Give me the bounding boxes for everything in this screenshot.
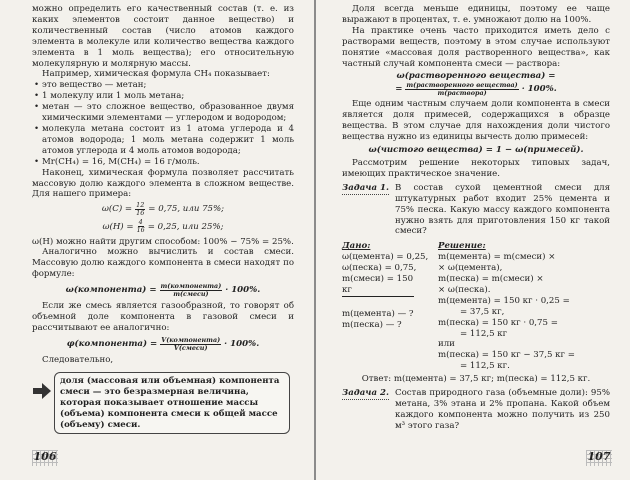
list-item: • молекула метана состоит из 1 атома углерода и 4 атомов водорода; 1 моль метана содержит 1 моль атомов углерода и 4 моль атомов водорода; [32,124,294,157]
formula-rhs: = 0,75, или 75%; [148,204,225,215]
paragraph: Еще одним частным случаем доли компонента в смеси является доля примесей, содержащихся в образце вещества. В этом случае для нахождения доли чистого вещества нужно из единицы вычесть долю примесей: [342,99,610,143]
list-item: • Mr(CH₄) = 16, M(CH₄) = 16 г/моль. [32,157,294,168]
numerator: V(компонента) [161,335,221,344]
page-number: 106 [32,450,58,466]
right-page [316,0,630,480]
paragraph: Если же смесь является газообразной, то говорят об объемной доле компонента в газовой смеси и рассчитывают ее аналогично: [32,301,294,334]
task-1-answer: Ответ: m(цемента) = 37,5 кг; m(песка) = 112,5 кг. [361,374,591,385]
numerator: m(компонента) [160,282,222,291]
given-line: ω(песка) = 0,75, [342,263,417,274]
paragraph: Следовательно, [42,355,114,366]
fraction [405,82,518,97]
formula-lhs: ω(компонента) = [65,285,157,296]
left-page [0,0,314,480]
formula [32,219,294,234]
list-item: • 1 молекулу или 1 моль метана; [32,91,294,102]
solution-line: m(цемента) = 150 кг · 0,25 = [438,295,570,306]
list-item: • это вещество — метан; [32,80,294,91]
denominator: 16 [136,209,145,218]
task-label: Задача 1. [342,182,389,193]
fraction [135,202,145,217]
given-line: m(цемента) — ? [342,308,414,319]
given-line: ω(цемента) = 0,25, [342,252,429,263]
formula [32,337,294,352]
right-page-text [342,4,610,432]
formula [32,283,294,298]
solution-line: × ω(цемента), [438,263,503,274]
formula-rhs: = 0,25, или 25%; [147,221,224,232]
paragraph: На практике очень часто приходится иметь дело с растворами веществ, поэтому в этом случае используют понятие «массовая доля растворенного вещества», как частный случай компонента смеси — раствора: [342,25,610,69]
page-number: 107 [586,450,612,466]
numerator: 12 [136,201,145,210]
solution-line: m(песка) = 150 кг − 37,5 кг = [438,350,575,361]
formula-rhs: · 100%. [225,285,261,296]
denominator: m(смеси) [173,290,209,299]
task-1 [342,183,610,238]
paragraph: Рассмотрим решение некоторых типовых задач, имеющих практическое значение. [342,157,610,179]
solution-line: m(песка) = m(смеси) × [438,274,544,285]
formula-rhs: · 100%. [224,339,260,350]
formula: ω(чистого вещества) = 1 − ω(примесей). [368,145,584,156]
formula-lhs: ω(растворенного вещества) = [396,71,556,82]
formula [32,202,294,217]
task-text: Состав природного газа (объемные доли): 95% метана, 3% этана и 2% пропана. Какой объем каждого компонента можно получить из 250 м³ этого газа? [395,388,610,431]
paragraph: Доля всегда меньше единицы, поэтому ее чаще выражают в процентах, т. е. умножают долю на 100%. [342,4,610,25]
formula-lhs: ω(C) = [101,204,133,215]
task-1-solution [342,241,610,372]
numerator: 4 [138,218,143,227]
left-page-text [32,4,294,434]
paragraph: Например, химическая формула CH₄ показывает: [42,69,270,80]
denominator: m(раствора) [437,89,487,98]
paragraph: Аналогично можно вычислить и состав смеси. Массовую долю каждого компонента в смеси находят по формуле: [32,247,294,280]
solution-line: × ω(песка). [438,284,491,295]
fraction [160,337,221,352]
denominator: 16 [136,226,145,235]
task-label: Задача 2. [342,388,389,399]
solution-line: m(песка) = 150 кг · 0,75 = [438,317,558,328]
solution-line: или [438,339,455,350]
solution-line: = 37,5 кг, [460,306,505,317]
numerator: m(растворенного вещества) [406,81,518,90]
formula-lhs: ω(H) = [102,221,134,232]
solution-block [438,241,610,372]
paragraph: ω(H) можно найти другим способом: 100% − 75% = 25%. [32,236,294,247]
solution-heading: Решение: [438,241,486,252]
definition-box: доля (массовая или объемная) компонента смеси — это безразмерная величина, которая показывает отношение массы (объема) компонента смеси к общей массе (объему) смеси. [54,372,290,435]
paragraph: можно определить его качественный состав (т. е. из каких элементов состоит данное вещество) и количественный состав (число атомов каждого элемента в молекуле или количество вещества каждого элемента в 1 моль вещества); его относительную молекулярную и молярную массы. [32,4,294,69]
denominator: V(смеси) [173,343,208,352]
fraction [137,219,145,234]
formula-rhs: · 100%. [521,84,557,95]
given-block [342,241,438,372]
formula-lhs: φ(компонента) = [66,339,158,350]
solution-line: = 112,5 кг. [460,361,510,372]
given-heading: Дано: [342,241,371,252]
formula: = $\frac{\text{m(растворенного вещества)}}{\text{m(раствора)}}$ · 100%. [395,81,557,98]
given-line: m(смеси) = 150 кг [342,274,414,295]
given-line: m(песка) — ? [342,319,402,330]
list-item: • метан — это сложное вещество, образованное двумя химическими элементами — углеродом и водородом; [32,102,294,124]
paragraph: Наконец, химическая формула позволяет рассчитать массовую долю каждого элемента в сложном веществе. Для нашего примера: [32,167,294,200]
solution-line: = 112,5 кг [460,328,508,339]
task-text: В состав сухой цементной смеси для штукатурных работ входит 25% цемента и 75% песка. Какую массу каждого компонента нужно взять для приготовления 150 кг такой смеси? [395,182,610,237]
task-2 [342,388,610,432]
definition-block [32,372,294,435]
fraction [160,283,223,298]
solution-line: m(цемента) = m(смеси) × [438,252,556,263]
arrow-right-icon [32,382,52,400]
